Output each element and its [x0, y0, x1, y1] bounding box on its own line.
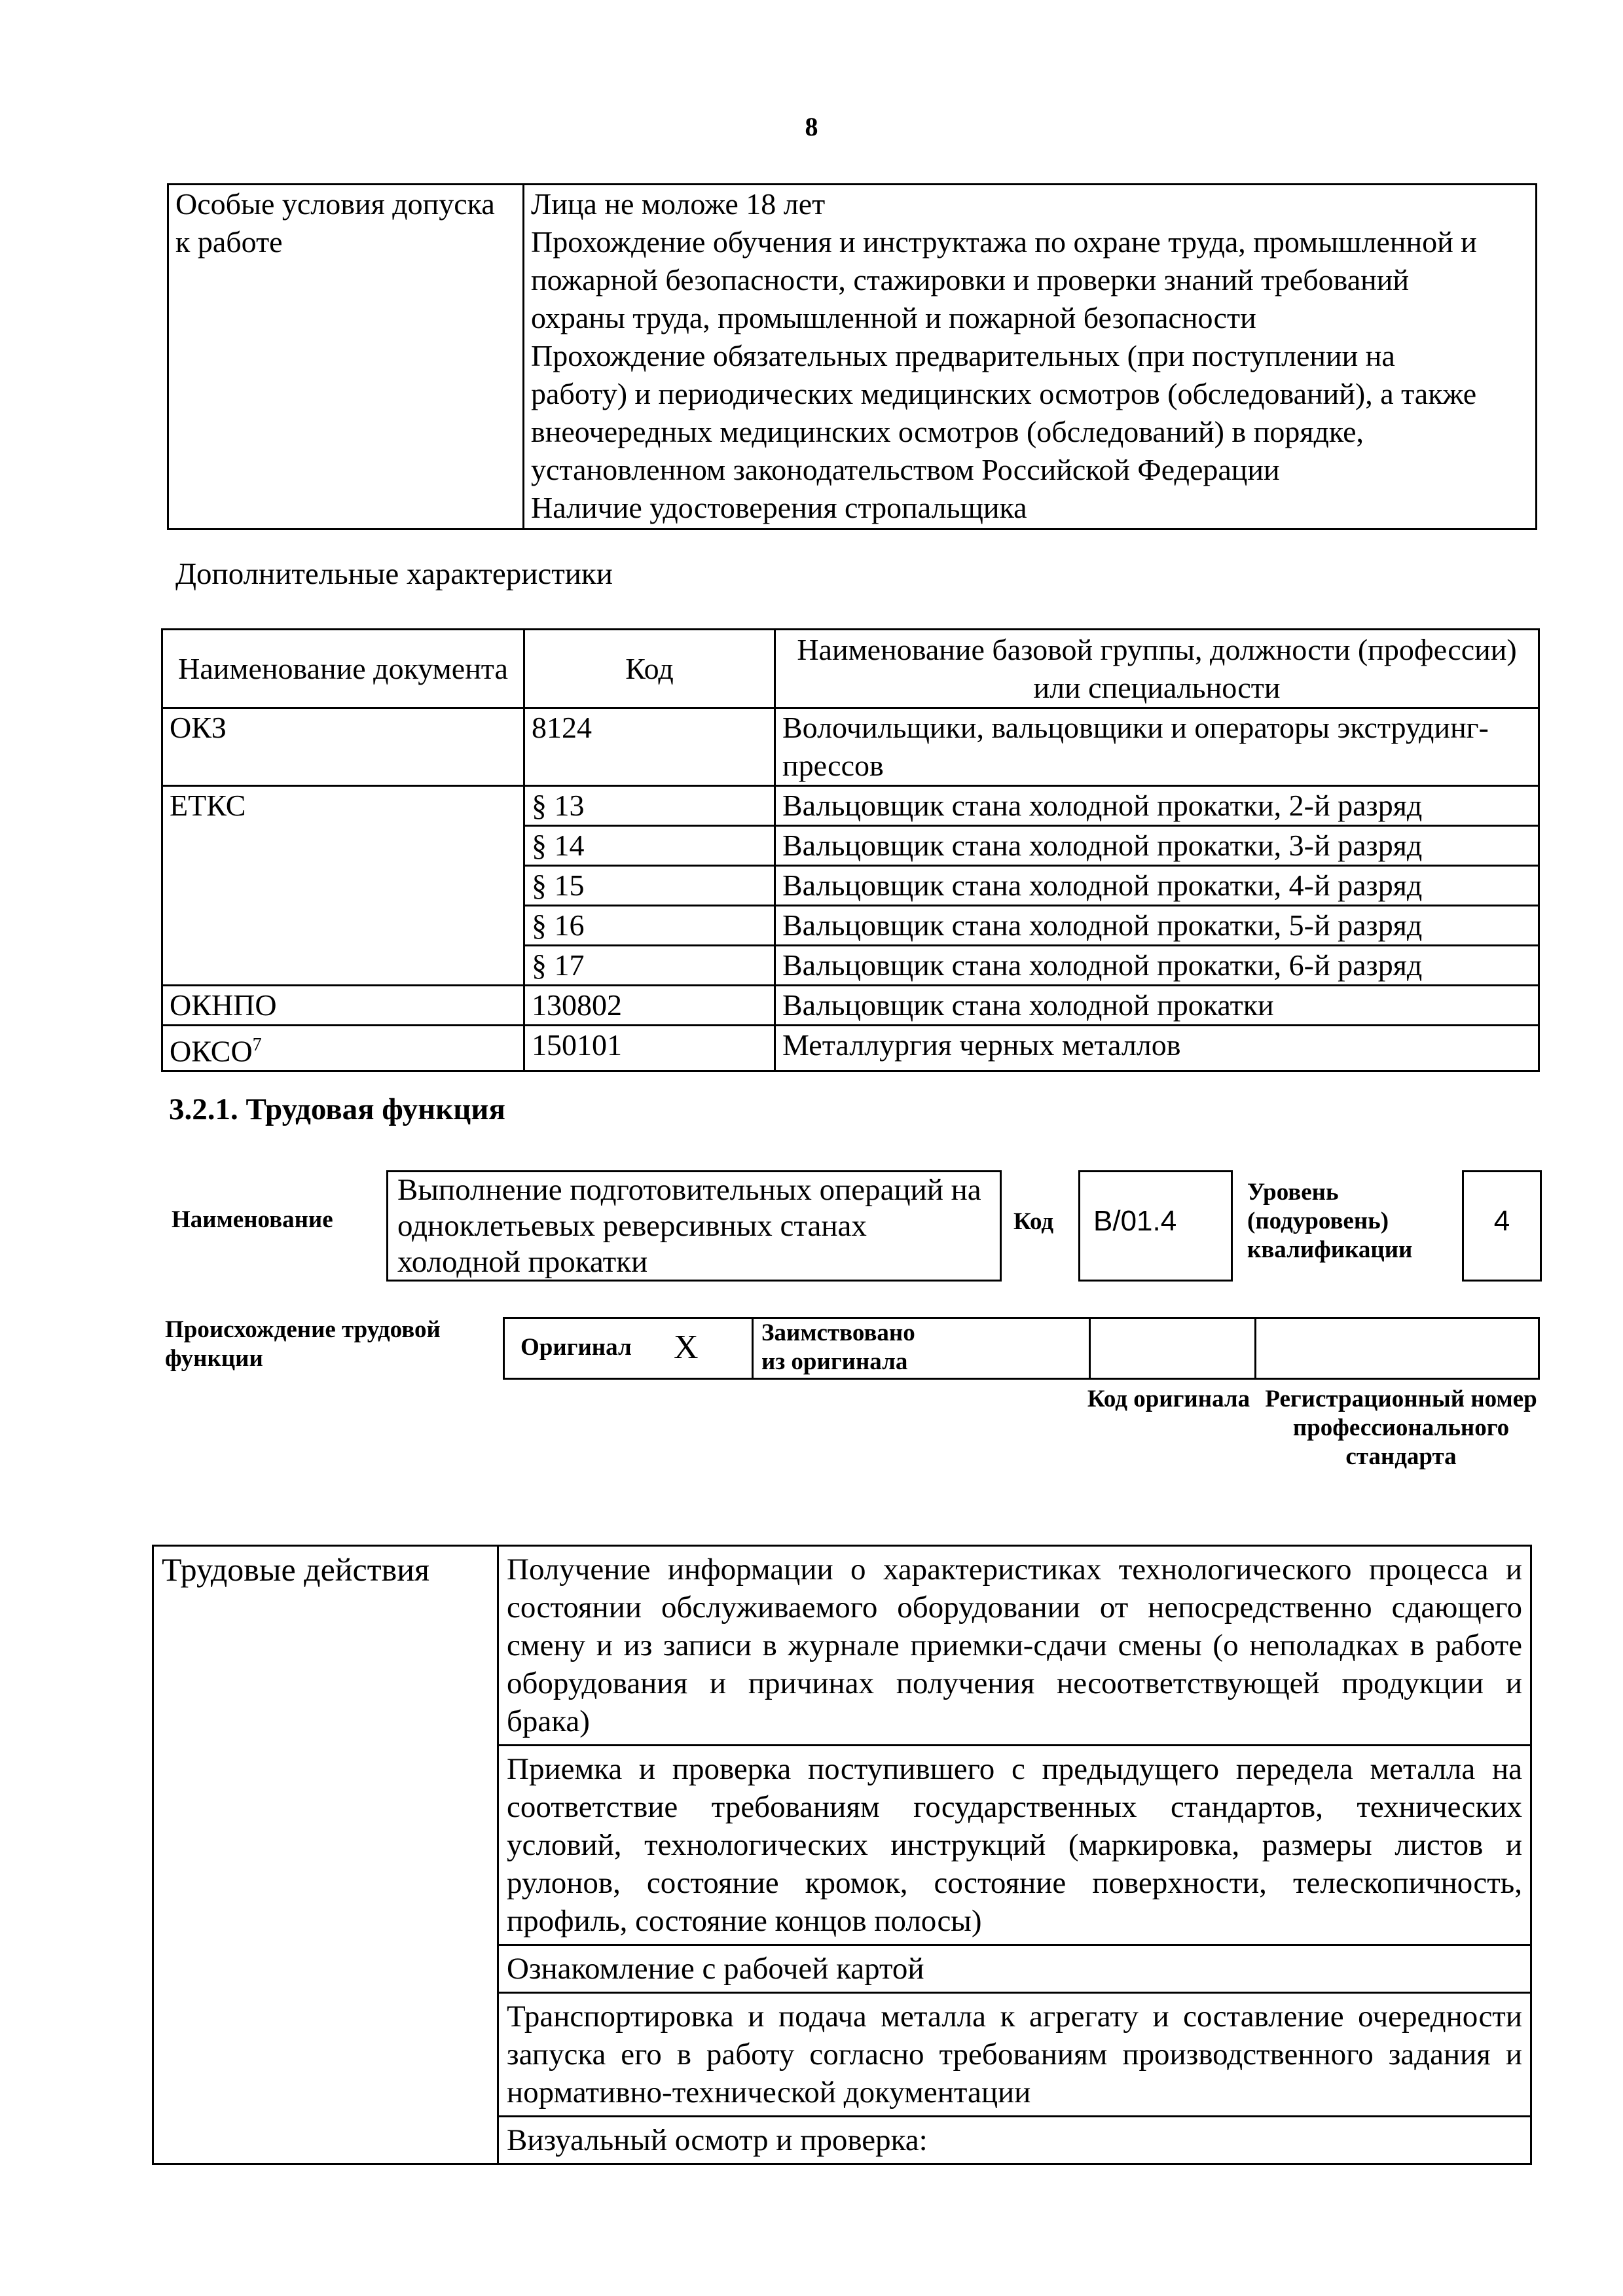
- original-label: Оригинал: [520, 1334, 632, 1361]
- admission-line: охраны труда, промышленной и пожарной безопасности: [531, 301, 1256, 334]
- header-name: Наименование базовой группы, должности (профессии) или специальности: [775, 630, 1539, 708]
- okso-doc: [162, 1026, 524, 1071]
- etks-doc: ЕТКС: [162, 786, 524, 986]
- admission-line: пожарной безопасности, стажировки и проверки знаний требований: [531, 263, 1410, 296]
- etks-code: § 17: [524, 946, 775, 986]
- admission-line: внеочередных медицинских осмотров (обследований) в порядке,: [531, 415, 1364, 448]
- etks-code: § 14: [524, 826, 775, 866]
- okso-doc-text: ОКСО: [170, 1034, 253, 1068]
- okso-code: 150101: [524, 1026, 775, 1071]
- admission-line: Наличие удостоверения стропальщика: [531, 491, 1027, 524]
- etks-name: Вальцовщик стана холодной прокатки, 2-й разряд: [775, 786, 1539, 826]
- okz-doc: ОКЗ: [162, 708, 524, 786]
- code-label: Код: [1013, 1208, 1054, 1235]
- characteristics-table: [161, 628, 1540, 1072]
- etks-code: § 13: [524, 786, 775, 826]
- origin-table: [503, 1317, 1540, 1380]
- level-value: 4: [1493, 1205, 1510, 1237]
- oknpo-doc: ОКНПО: [162, 986, 524, 1026]
- actions-table: [152, 1545, 1532, 2165]
- reg-number-caption: Регистрационный номер профессионального стандарта: [1265, 1386, 1537, 1470]
- level-label: Уровень (подуровень) квалификации: [1247, 1179, 1413, 1263]
- admission-label: Особые условия допуска к работе: [168, 185, 524, 529]
- action-item: Получение информации о характеристиках технологического процесса и состоянии обслуживаемого оборудовании от непосредственно сдающего смену и из записи в журнале приемки-сдачи смены (о неполадках в работе оборудования и причинах получения несоответствующей продукции и брака): [498, 1546, 1531, 1746]
- original-mark: X: [674, 1329, 699, 1366]
- admission-table: [167, 183, 1537, 530]
- etks-name: Вальцовщик стана холодной прокатки, 3-й разряд: [775, 826, 1539, 866]
- function-name-box: [386, 1170, 1002, 1282]
- etks-code: § 15: [524, 866, 775, 906]
- orig-code-caption: Код оригинала: [1087, 1386, 1250, 1412]
- admission-line: Лица не моложе 18 лет: [531, 187, 826, 221]
- additional-title: Дополнительные характеристики: [175, 557, 613, 591]
- action-item: Приемка и проверка поступившего с предыдущего передела металла на соответствие требованиям государственных стандартов, технических условий, технологических инструкций (маркировка, размеры листов и рулонов, состояние кромок, состояние поверхности, телескопичность, профиль, состояние концов полосы): [498, 1746, 1531, 1945]
- code-value: B/01.4: [1093, 1205, 1177, 1237]
- header-code: Код: [524, 630, 775, 708]
- function-name-value: Выполнение подготовительных операций на одноклетьевых реверсивных станах холодной прокатки: [397, 1173, 981, 1279]
- okso-name: Металлургия черных металлов: [775, 1026, 1539, 1071]
- action-item: Транспортировка и подача металла к агрегату и составление очередности запуска его в работу согласно требованиям производственного задания и нормативно-технической документации: [498, 1993, 1531, 2117]
- admission-line: работу) и периодических медицинских осмотров (обследований), а также: [531, 377, 1477, 410]
- action-item: Визуальный осмотр и проверка:: [498, 2117, 1531, 2164]
- page-number: 8: [805, 112, 818, 141]
- borrowed-label: Заимствовано из оригинала: [761, 1319, 915, 1375]
- origin-label: Происхождение трудовой функции: [165, 1316, 441, 1372]
- admission-line: Прохождение обучения и инструктажа по охране труда, промышленной и: [531, 225, 1477, 259]
- admission-line: установленном законодательством Российской Федерации: [531, 453, 1280, 486]
- action-item: Ознакомление с рабочей картой: [498, 1945, 1531, 1993]
- code-box: [1078, 1170, 1233, 1282]
- function-heading: 3.2.1. Трудовая функция: [169, 1092, 505, 1126]
- okz-name: Волочильщики, вальцовщики и операторы экструдинг-прессов: [775, 708, 1539, 786]
- etks-code: § 16: [524, 906, 775, 946]
- original-code-cell: [1091, 1319, 1254, 1378]
- oknpo-code: 130802: [524, 986, 775, 1026]
- level-box: [1462, 1170, 1542, 1282]
- okso-footnote: 7: [252, 1035, 262, 1055]
- admission-line: Прохождение обязательных предварительных (при поступлении на: [531, 339, 1395, 372]
- okz-code: 8124: [524, 708, 775, 786]
- admission-content: [524, 185, 1537, 529]
- name-label: Наименование: [172, 1206, 333, 1233]
- etks-name: Вальцовщик стана холодной прокатки, 5-й разряд: [775, 906, 1539, 946]
- oknpo-name: Вальцовщик стана холодной прокатки: [775, 986, 1539, 1026]
- actions-label: Трудовые действия: [153, 1546, 498, 2164]
- etks-name: Вальцовщик стана холодной прокатки, 6-й разряд: [775, 946, 1539, 986]
- reg-number-cell: [1256, 1319, 1538, 1378]
- origin-divider: [752, 1319, 754, 1378]
- etks-name: Вальцовщик стана холодной прокатки, 4-й разряд: [775, 866, 1539, 906]
- header-document: Наименование документа: [162, 630, 524, 708]
